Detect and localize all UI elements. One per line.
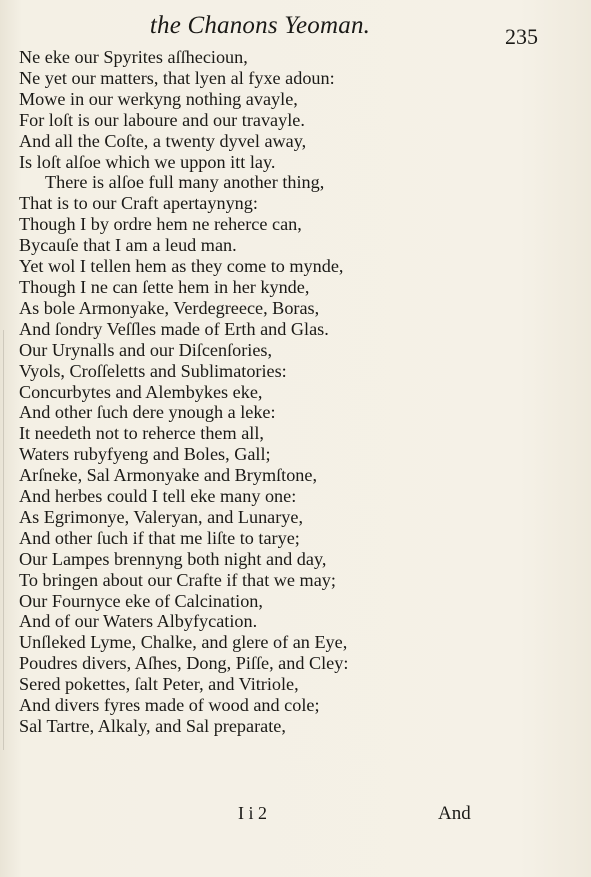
verse-line: Our Fournyce eke of Calcination, xyxy=(19,590,263,611)
verse-line: Waters rubyfyeng and Boles, Gall; xyxy=(19,444,271,465)
verse-line: Bycauſe that I am a leud man. xyxy=(19,235,237,256)
verse-line: Our Lampes brennyng both night and day, xyxy=(19,548,327,569)
verse-line: As bole Armonyake, Verdegreece, Boras, xyxy=(19,297,320,318)
verse-line: Vyols, Croſſeletts and Sublimatories: xyxy=(19,360,287,381)
verse-line: Mowe in our werkyng nothing avayle, xyxy=(19,88,298,109)
running-head: the Chanons Yeoman. xyxy=(149,12,371,39)
poem-text-block xyxy=(19,47,489,737)
verse-line: Is loſt alſoe which we uppon itt lay. xyxy=(19,151,276,172)
verse-line: And all the Coſte, a twenty dyvel away, xyxy=(19,130,307,151)
verse-line: And herbes could I tell eke many one: xyxy=(19,486,297,507)
verse-line: Concurbytes and Alembykes eke, xyxy=(19,381,263,402)
verse-line: Poudres divers, Aſhes, Dong, Piſſe, and Cley: xyxy=(19,653,349,674)
verse-line: Though I by ordre hem ne reherce can, xyxy=(19,214,302,235)
verse-line: And other ſuch if that me liſte to tarye; xyxy=(19,527,300,548)
margin-shadow xyxy=(3,330,4,750)
verse-line: And ſondry Veſſles made of Erth and Glas. xyxy=(19,318,329,339)
verse-line: That is to our Craft apertaynyng: xyxy=(19,193,258,214)
verse-line: Our Urynalls and our Diſcenſories, xyxy=(19,339,273,360)
verse-line: Yet wol I tellen hem as they come to mynde, xyxy=(19,256,344,277)
verse-line: It needeth not to reherce them all, xyxy=(19,423,264,444)
verse-line: There is alſoe full many another thing, xyxy=(45,172,325,193)
verse-line: As Egrimonye, Valeryan, and Lunarye, xyxy=(19,506,304,527)
verse-line: Though I ne can ſette hem in her kynde, xyxy=(19,276,310,297)
verse-line: Sal Tartre, Alkaly, and Sal preparate, xyxy=(19,716,286,736)
verse-line: And other ſuch dere ynough a leke: xyxy=(19,402,276,423)
verse-line: Sered pokettes, ſalt Peter, and Vitriole, xyxy=(19,674,299,695)
page-number: 235 xyxy=(505,24,538,49)
signature-mark: I i 2 xyxy=(238,803,267,823)
catchword: And xyxy=(438,803,471,824)
verse-line: And divers fyres made of wood and cole; xyxy=(19,695,320,716)
verse-line: Unſleked Lyme, Chalke, and glere of an Eye, xyxy=(19,632,348,653)
verse-line: Arſneke, Sal Armonyake and Brymſtone, xyxy=(19,465,318,486)
verse-line: To bringen about our Crafte if that we may; xyxy=(19,569,336,590)
verse-line: Ne yet our matters, that lyen al fyxe adoun: xyxy=(19,67,335,88)
verse-line: Ne eke our Spyrites aſſhecioun, xyxy=(19,47,248,67)
verse-line: And of our Waters Albyfycation. xyxy=(19,611,258,632)
verse-line: For loſt is our laboure and our travayle. xyxy=(19,109,305,130)
